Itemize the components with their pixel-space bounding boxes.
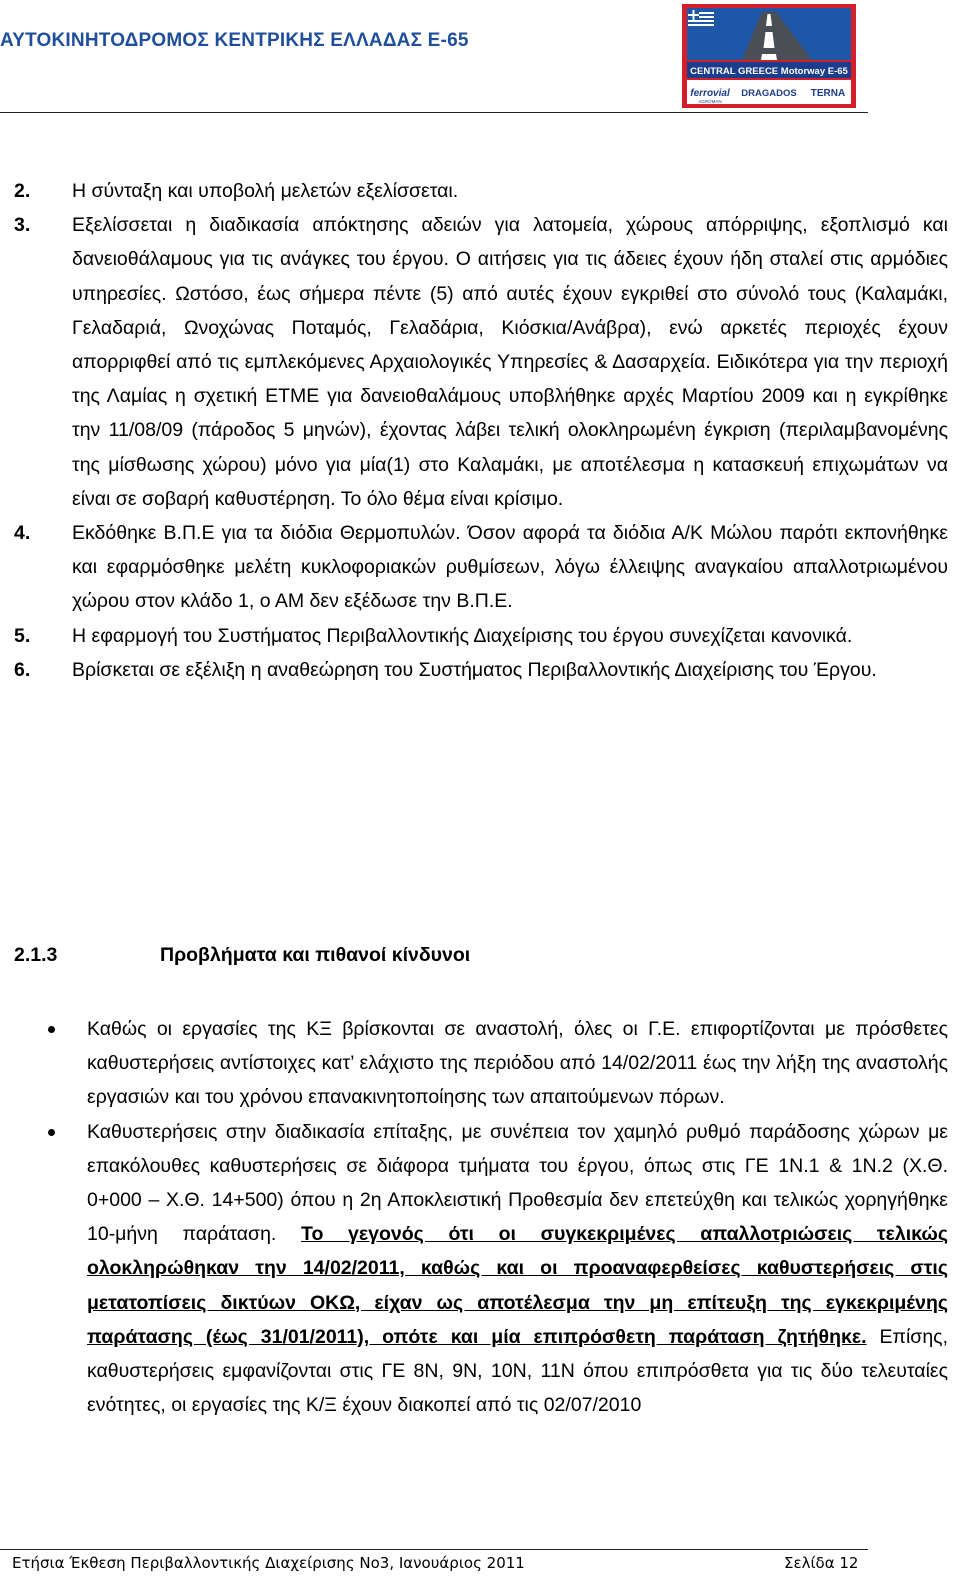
central-greece-motorway-logo <box>682 4 856 108</box>
document-header-title: ΑΥΤΟΚΙΝΗΤΟΔΡΟΜΟΣ ΚΕΝΤΡΙΚΗΣ ΕΛΛΑΔΑΣ Ε-65 <box>0 30 469 51</box>
bullet-item <box>0 1012 948 1115</box>
bullet-item <box>0 1115 948 1423</box>
logo-caption: CENTRAL GREECE Motorway E-65 <box>690 66 848 77</box>
footer-page-number: Σελίδα 12 <box>784 1554 859 1572</box>
logo-partner-sub: AGROMAN <box>698 99 722 104</box>
footer-report-title: Ετήσια Έκθεση Περιβαλλοντικής Διαχείρισης Νο3, Ιανουάριος 2011 <box>12 1554 525 1572</box>
bullet-icon <box>48 1129 55 1136</box>
logo-partner-ferrovial: ferrovial <box>690 88 730 99</box>
bullet-text-after: Επίσης, καθυστερήσεις εμφανίζονται στις ΓΕ 8Ν, 9Ν, 10Ν, 11Ν όπου επιπρόσθετα για τις δύο τελευταίες ενότητες, οι εργασίες της Κ/Ξ έχουν διακοπεί από τις 02/07/2010 <box>87 1325 948 1417</box>
item-number: 6. <box>14 658 31 681</box>
item-number: 4. <box>14 522 31 545</box>
numbered-list <box>0 174 948 687</box>
item-number: 5. <box>14 624 31 647</box>
list-item <box>0 516 948 619</box>
bullet-text-emphasis: Το γεγονός ότι οι συγκεκριμένες απαλλοτριώσεις τελικώς ολοκληρώθηκαν την 14/02/2011, καθώς και οι προαναφερθείσες καθυστερήσεις στις μετατοπίσεις δικτύων ΟΚΩ, είχαν ως αποτέλεσμα την μη επίτευξη της εγκεκριμένης παράτασης (έως 31/01/2011), οπότε και μία επιπρόσθετη παράταση ζητήθηκε. <box>87 1223 948 1348</box>
footer-divider <box>0 1549 868 1550</box>
item-number: 2. <box>14 180 31 202</box>
item-text: Βρίσκεται σε εξέλιξη η αναθεώρηση του Συστήματος Περιβαλλοντικής Διαχείρισης του Έργου. <box>72 658 877 681</box>
section-number: 2.1.3 <box>14 944 58 966</box>
list-item <box>0 653 948 687</box>
item-text: Εκδόθηκε Β.Π.Ε για τα διόδια Θερμοπυλών. Όσον αφορά τα διόδια Α/Κ Μώλου παρότι εκπονήθηκε και εφαρμόσθηκε μελέτη κυκλοφοριακών ρυθμίσεων, λόγω έλλειψης αναγκαίου απαλλοτριωμένου χώρου στον κλάδο 1, ο ΑΜ δεν εξέδωσε την Β.Π.Ε. <box>72 522 948 613</box>
bullet-text-before: Καθυστερήσεις στην διαδικασία επίταξης, με συνέπεια τον χαμηλό ρυθμό παράδοσης χώρων με επακόλουθες καθυστερήσεις σε διάφορα τμήματα του έργου, όπως στις ΓΕ 1Ν.1 & 1Ν.2 (Χ.Θ. 0+000 – Χ.Θ. 14+500) όπου η 2η Αποκλειστική Προθεσμία δεν επετεύχθη και τελικώς χορηγήθηκε 10-μήνη παράταση. <box>87 1120 948 1246</box>
bullet-list <box>0 1012 948 1422</box>
list-item <box>0 208 948 516</box>
list-item <box>0 174 948 208</box>
logo-partner-terna: TERNA <box>810 88 846 99</box>
logo-partner-dragados: DRAGADOS <box>741 88 797 99</box>
list-item <box>0 619 948 653</box>
section-heading <box>14 940 914 970</box>
section-title: Προβλήματα και πιθανοί κίνδυνοι <box>160 944 471 966</box>
greek-flag-icon <box>688 10 714 28</box>
item-text: Η σύνταξη και υποβολή μελετών εξελίσσεται. <box>72 180 459 202</box>
header-divider <box>0 112 868 113</box>
bullet-text <box>87 1115 948 1423</box>
item-text: Εξελίσσεται η διαδικασία απόκτησης αδειών για λατομεία, χώρους απόρριψης, εξοπλισμό και δανειοθάλαμους για τις ανάγκες του έργου. Ο αιτήσεις για τις άδειες έχουν ήδη σταλεί στις αρμόδιες υπηρεσίες. Ωστόσο, έως σήμερα πέντε (5) από αυτές έχουν εγκριθεί στο σύνολό τους (Καλαμάκι, Γελαδαριά, Ωνοχώνας Ποταμός, Γελαδάρια, Κιόσκια/Ανάβρα), ενώ αρκετές περιοχές έχουν απορριφθεί από τις εμπλεκόμενες Αρχαιολογικές Υπηρεσίες & Δασαρχεία. Ειδικότερα για την περιοχή της Λαμίας η σχετική ΕΤΜΕ για δανειοθαλάμους υποβλήθηκε αρχές Μαρτίου 2009 και η εγκρίθηκε την 11/08/09 (πάροδος 5 μηνών), έχοντας λάβει τελική ολοκληρωμένη έγκριση (περιλαμβανομένης της μίσθωσης χώρου) μόνο για μία(1) στο Καλαμάκι, με αποτέλεσμα η κατασκευή επιχωμάτων να είναι σε σοβαρή καθυστέρηση. Το όλο θέμα είναι κρίσιμο. <box>72 214 948 510</box>
bullet-icon <box>48 1026 55 1033</box>
item-text: Η εφαρμογή του Συστήματος Περιβαλλοντικής Διαχείρισης του έργου συνεχίζεται κανονικά. <box>72 624 853 647</box>
bullet-text: Καθώς οι εργασίες της ΚΞ βρίσκονται σε αναστολή, όλες οι Γ.Ε. επιφορτίζονται με πρόσθετες καθυστερήσεις αντίστοιχες κατ’ ελάχιστο της περιόδου από 14/02/2011 έως την λήξη της αναστολής εργασιών και του χρόνου επανακινητοποίησης των απαιτούμενων πόρων. <box>87 1018 948 1109</box>
item-number: 3. <box>14 214 31 237</box>
